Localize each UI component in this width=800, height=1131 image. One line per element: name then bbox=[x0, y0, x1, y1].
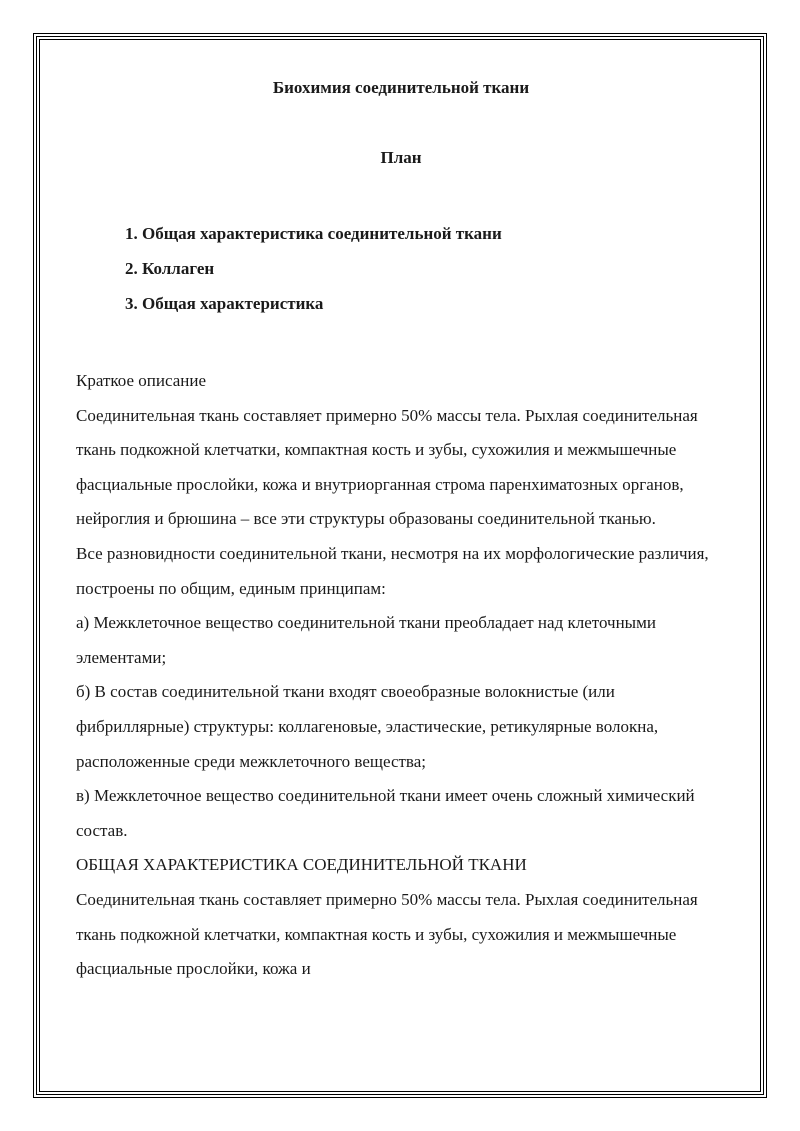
plan-heading: План bbox=[380, 148, 422, 167]
section-label: Краткое описание bbox=[76, 371, 207, 390]
paragraph-list-item: б) В состав соединительной ткани входят своеобразные волокнистые (или фибриллярные) структуры: коллагеновые, эластические, ретикулярные волокна, расположенные среди межклеточного вещества; bbox=[76, 682, 659, 771]
paragraph-list-item: в) Межклеточное вещество соединительной ткани имеет очень сложный химический состав. bbox=[76, 786, 695, 840]
plan-item: 3. Общая характеристика bbox=[125, 294, 324, 313]
plan-item: 1. Общая характеристика соединительной ткани bbox=[125, 224, 502, 243]
paragraph: Соединительная ткань составляет примерно 50% массы тела. Рыхлая соединительная ткань подкожной клетчатки, компактная кость и зубы, сухожилия и межмышечные фасциальные прослойки, кожа и bbox=[76, 889, 698, 979]
plan-item: 2. Коллаген bbox=[125, 259, 215, 278]
body-text bbox=[76, 364, 726, 987]
paragraph: Все разновидности соединительной ткани, несмотря на их морфологические различия, построены по общим, единым принципам: bbox=[76, 543, 709, 598]
document-title: Биохимия соединительной ткани bbox=[272, 78, 530, 97]
section-heading: ОБЩАЯ ХАРАКТЕРИСТИКА СОЕДИНИТЕЛЬНОЙ ТКАНИ bbox=[76, 855, 527, 875]
paragraph-list-item: а) Межклеточное вещество соединительной ткани преобладает над клеточными элементами; bbox=[76, 613, 656, 667]
paragraph: Соединительная ткань составляет примерно 50% массы тела. Рыхлая соединительная ткань подкожной клетчатки, компактная кость и зубы, сухожилия и межмышечные фасциальные прослойки, кожа и внутриорганная строма паренхиматозных органов, нейроглия и брюшина – все эти структуры образованы соединительной тканью. bbox=[76, 405, 698, 529]
plan-list bbox=[76, 216, 726, 321]
document-body bbox=[76, 76, 726, 987]
